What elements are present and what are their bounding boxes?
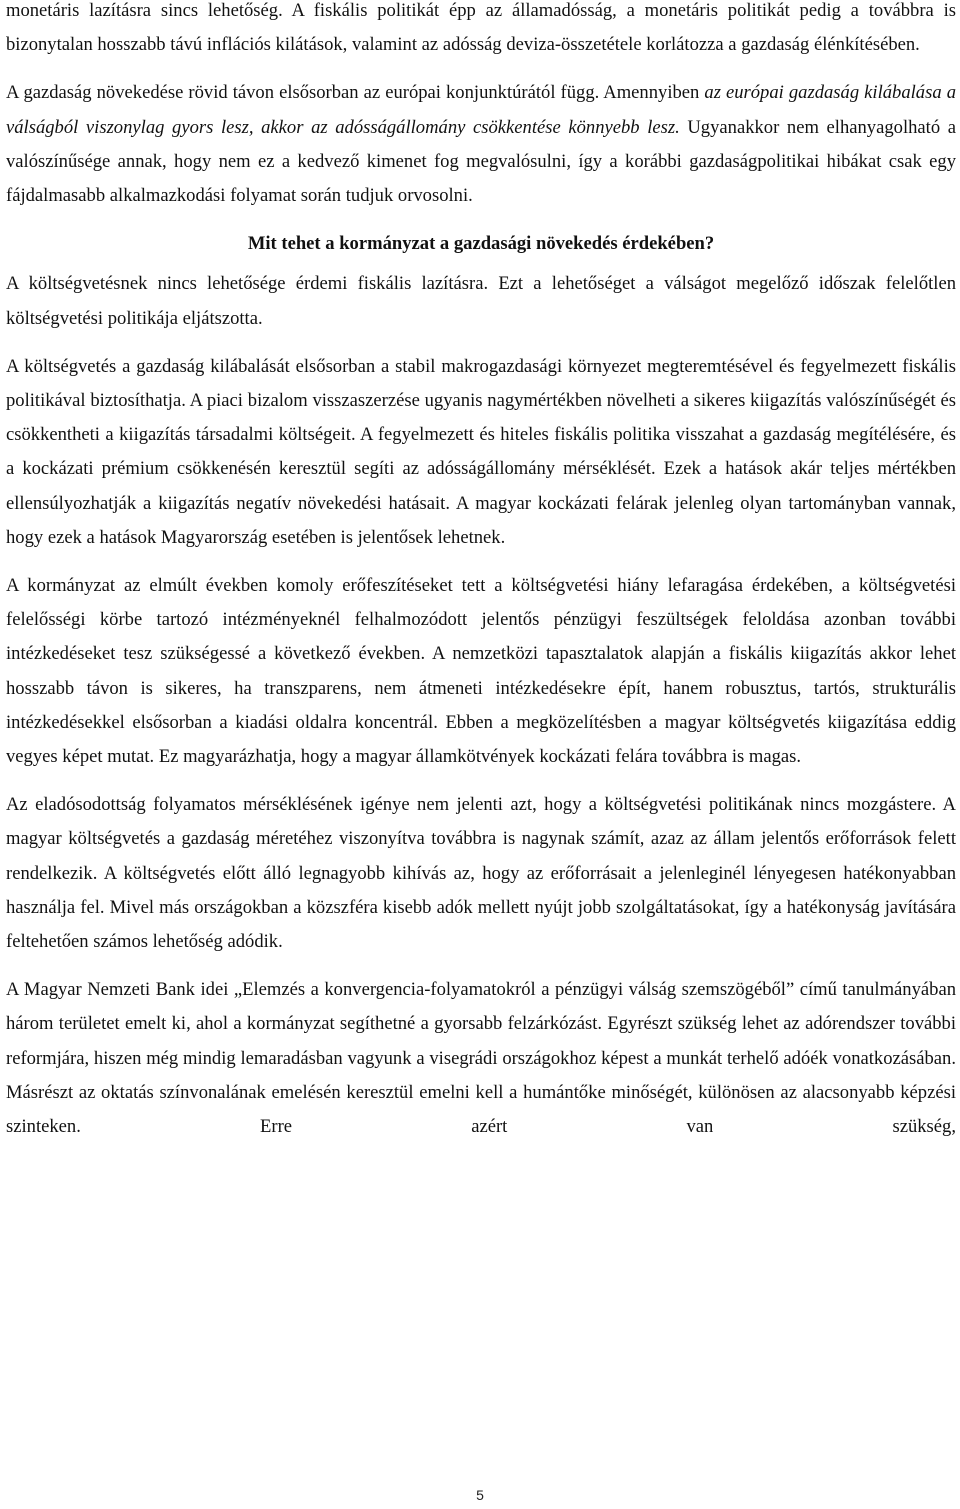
paragraph-european-outlook-start: A gazdaság növekedése rövid távon elsősorban az európai konjunktúrától függ. Amennyiben — [6, 82, 705, 104]
paragraph-government-efforts: A kormányzat az elmúlt években komoly erőfeszítéseket tett a költségvetési hiány lefaragása érdekében, a költségvetési felelősségi körbe tartozó intézményeknél felhalmozódott jelentős pénzügyi feszültségek feloldása azonban további intézkedéseket tesz szükségessé a következő években. A nemzetközi tapasztalatok alapján a fiskális kiigazítás akkor lehet hosszabb távon is sikeres, ha transzparens, nem átmeneti intézkedésekre épít, hanem robusztus, tartós, strukturális intézkedésekkel elsősorban a kiadási oldalra koncentrál. Ebben a megközelítésben a magyar költségvetés kiigazítása eddig vegyes képet mutat. Ez magyarázhatja, hogy a magyar államkötvények kockázati felára továbbra is magas. — [6, 575, 956, 768]
paragraph-macro-stability: A költségvetés a gazdaság kilábalását elsősorban a stabil makrogazdasági környezet megteremtésével és fegyelmezett fiskális politikával biztosíthatja. A piaci bizalom visszaszerzése ugyanis nagymértékben növelheti a sikeres kiigazítás valószínűségét és csökkentheti a kiigazítás társadalmi költségeit. A fegyelmezett és hiteles fiskális politika visszahat a gazdaság megítélésére, és a kockázati prémium csökkenésén keresztül segíti az adósságállomány mérséklését. Ezek a hatások akár teljes mértékben ellensúlyozhatják a kiigazítás negatív növekedési hatásait. A magyar kockázati felárak jelenleg olyan tartományban vannak, hogy ezek a hatások Magyarország esetében is jelentősek lehetnek. — [6, 355, 956, 548]
paragraph-european-outlook — [6, 76, 956, 213]
paragraph-fiscal-room: Az eladósodottság folyamatos mérséklésének igénye nem jelenti azt, hogy a költségvetési politikának nincs mozgástere. A magyar költségvetés a gazdaság méretéhez viszonyítva továbbra is nagynak számít, azaz az állam jelentős erőforrások felett rendelkezik. A költségvetés előtt álló legnagyobb kihívás az, hogy az erőforrásait a jelenleginél lényegesen hatékonyabban használja fel. Mivel más országokban a közszféra kisebb adók mellett nyújt jobb szolgáltatásokat, így a hatékonyság javítására feltehetően számos lehetőség adódik. — [6, 794, 956, 953]
page-number: 5 — [476, 1487, 484, 1503]
paragraph-european-outlook-end: Ugyanakkor nem elhanyagolható a valószínűsége annak, hogy nem ez a kedvező kimenet fog megvalósulni, így a korábbi gazdaságpolitikai hibákat csak egy fájdalmasabb alkalmazkodási folyamat során tudjuk orvosolni. — [6, 116, 956, 207]
paragraph-fiscal-constraints: monetáris lazításra sincs lehetőség. A fiskális politikát épp az államadósság, a monetáris politikát pedig a továbbra is bizonytalan hosszabb távú inflációs kilátások, valamint az adósság deviza-összetétele korlátozza a gazdaság élénkítésében. — [6, 0, 956, 56]
paragraph-no-fiscal-easing: A költségvetésnek nincs lehetősége érdemi fiskális lazításra. Ezt a lehetőséget a válságot megelőző időszak felelőtlen költségvetési politikája eljátszotta. — [6, 273, 956, 329]
document-page — [6, 0, 956, 1158]
section-heading: Mit tehet a kormányzat a gazdasági növekedés érdekében? — [247, 233, 715, 255]
paragraph-european-outlook-italic: az európai gazdaság kilábalása a válságból viszonylag gyors lesz, akkor az adósságállomány csökkentése könnyebb lesz. — [6, 82, 956, 138]
paragraph-mnb-study: A Magyar Nemzeti Bank idei „Elemzés a konvergencia-folyamatokról a pénzügyi válság szemszögéből” című tanulmányában három területet emelt ki, ahol a kormányzat segíthetné a gyorsabb felzárkózást. Egyrészt szükség lehet az adórendszer további reformjára, hiszen még mindig lemaradásban vagyunk a visegrádi országokhoz képest a munkát terhelő adóék vonatkozásában. Másrészt az oktatás színvonalának emelésén keresztül emelni kell a humántőke minőségét, különösen az alacsonyabb képzési szinteken. Erre azért van szükség, — [6, 979, 956, 1138]
